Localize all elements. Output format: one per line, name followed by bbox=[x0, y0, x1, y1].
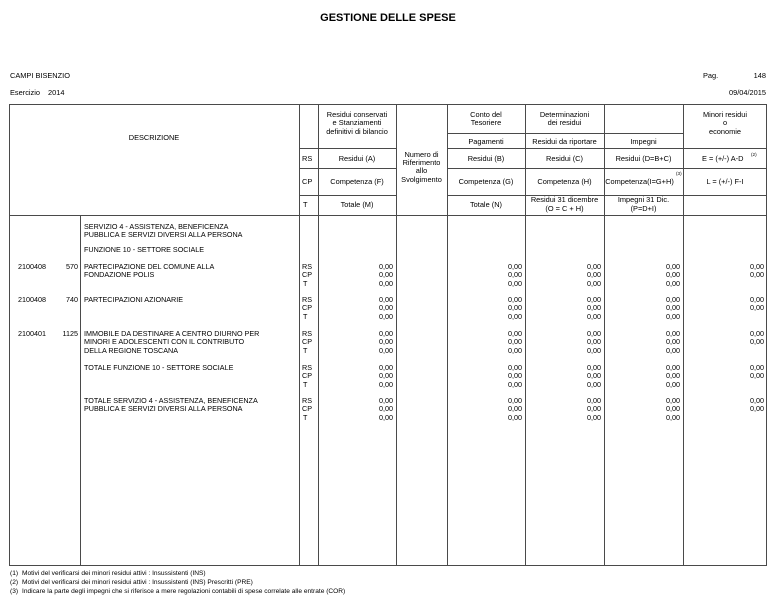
total-label: TOTALE SERVIZIO 4 - ASSISTENZA, BENEFICENZA bbox=[84, 395, 258, 405]
value-cell: 0,00 bbox=[587, 395, 601, 405]
footnote-text: Indicare la parte degli impegni che si riferisce a mere regolazioni contabili di spese correlate alle entrate (COR) bbox=[22, 587, 346, 595]
value-cell: 0,00 bbox=[508, 371, 522, 381]
value-cell: 0,00 bbox=[508, 379, 522, 389]
esercizio-year: 2014 bbox=[48, 87, 65, 97]
line-item-number: 1125 bbox=[62, 328, 78, 338]
column-header-numero-riferimento: Riferimento bbox=[402, 157, 441, 167]
value-cell: 0,00 bbox=[379, 412, 393, 422]
row-type-label: RS bbox=[302, 294, 312, 304]
value-cell: 0,00 bbox=[379, 337, 393, 347]
column-header-residui-31-dicembre: (O = C + H) bbox=[545, 203, 584, 213]
value-cell: 0,00 bbox=[508, 311, 522, 321]
value-cell: 0,00 bbox=[587, 311, 601, 321]
column-header-determinazioni: dei residui bbox=[547, 117, 582, 127]
row-type-label: RS bbox=[302, 395, 312, 405]
line-item-description: PARTECIPAZIONI AZIONARIE bbox=[84, 294, 184, 304]
footnote-text: Motivi del verificarsi dei minori residui attivi : Insussistenti (INS) Prescritti (PRE) bbox=[22, 578, 253, 586]
value-cell: 0,00 bbox=[508, 294, 522, 304]
value-cell: 0,00 bbox=[379, 328, 393, 338]
section-heading: FUNZIONE 10 - SETTORE SOCIALE bbox=[84, 244, 205, 254]
esercizio-label: Esercizio bbox=[10, 87, 40, 97]
line-item-description: IMMOBILE DA DESTINARE A CENTRO DIURNO PER bbox=[84, 328, 260, 338]
column-header-residui-conservati: e Stanziamenti bbox=[332, 117, 382, 127]
value-cell: 0,00 bbox=[508, 404, 522, 414]
value-cell: 0,00 bbox=[508, 412, 522, 422]
value-cell: 0,00 bbox=[379, 345, 393, 355]
row-type-label: T bbox=[303, 345, 308, 355]
value-cell: 0,00 bbox=[666, 278, 680, 288]
column-header-residui-31-dicembre: Residui 31 dicembre bbox=[530, 194, 599, 204]
value-cell: 0,00 bbox=[666, 337, 680, 347]
column-header-competenza-i: Competenza(I=G+H) bbox=[605, 176, 674, 186]
value-cell: 0,00 bbox=[587, 379, 601, 389]
column-header-competenza-h: Competenza (H) bbox=[537, 176, 592, 186]
row-type-label: CP bbox=[302, 303, 312, 313]
value-cell: 0,00 bbox=[379, 303, 393, 313]
section-heading: PUBBLICA E SERVIZI DIVERSI ALLA PERSONA bbox=[84, 230, 243, 240]
value-cell: 0,00 bbox=[750, 337, 764, 347]
value-cell: 0,00 bbox=[750, 303, 764, 313]
column-header-competenza-g: Competenza (G) bbox=[458, 176, 514, 186]
column-header-totale-n: Totale (N) bbox=[469, 199, 503, 209]
line-item-description: DELLA REGIONE TOSCANA bbox=[84, 345, 179, 355]
value-cell: 0,00 bbox=[508, 303, 522, 313]
column-header-pagamenti: Pagamenti bbox=[468, 136, 504, 146]
footnote-ref-2: (2) bbox=[751, 152, 757, 157]
value-cell: 0,00 bbox=[666, 303, 680, 313]
line-item-number: 740 bbox=[66, 294, 78, 304]
line-item-description: PARTECIPAZIONE DEL COMUNE ALLA bbox=[84, 261, 215, 271]
value-cell: 0,00 bbox=[666, 404, 680, 414]
column-header-numero-riferimento: Numero di bbox=[404, 149, 439, 159]
line-item-number: 570 bbox=[66, 261, 78, 271]
value-cell: 0,00 bbox=[666, 345, 680, 355]
value-cell: 0,00 bbox=[508, 261, 522, 271]
row-type-label: RS bbox=[302, 153, 313, 163]
value-cell: 0,00 bbox=[666, 362, 680, 372]
row-type-label: CP bbox=[302, 176, 313, 186]
row-type-label: T bbox=[303, 278, 308, 288]
value-cell: 0,00 bbox=[666, 261, 680, 271]
value-cell: 0,00 bbox=[666, 395, 680, 405]
column-header-residui-conservati: definitivi di bilancio bbox=[326, 126, 388, 136]
value-cell: 0,00 bbox=[587, 337, 601, 347]
row-type-label: RS bbox=[302, 328, 312, 338]
footnote-mark: (3) bbox=[10, 587, 19, 595]
value-cell: 0,00 bbox=[666, 311, 680, 321]
value-cell: 0,00 bbox=[750, 371, 764, 381]
column-header-competenza-f: Competenza (F) bbox=[330, 176, 384, 186]
value-cell: 0,00 bbox=[379, 362, 393, 372]
footnote-mark: (2) bbox=[10, 578, 19, 586]
value-cell: 0,00 bbox=[587, 328, 601, 338]
value-cell: 0,00 bbox=[508, 362, 522, 372]
row-type-label: RS bbox=[302, 261, 312, 271]
column-header-residui-d: Residui (D=B+C) bbox=[615, 153, 672, 163]
value-cell: 0,00 bbox=[508, 345, 522, 355]
row-type-label: T bbox=[303, 412, 308, 422]
column-header-conto-tesoriere: Conto del bbox=[470, 109, 502, 119]
value-cell: 0,00 bbox=[750, 294, 764, 304]
page-label: Pag. bbox=[703, 70, 719, 80]
value-cell: 0,00 bbox=[508, 328, 522, 338]
value-cell: 0,00 bbox=[379, 270, 393, 280]
value-cell: 0,00 bbox=[666, 371, 680, 381]
value-cell: 0,00 bbox=[508, 337, 522, 347]
row-type-label: CP bbox=[302, 404, 312, 414]
value-cell: 0,00 bbox=[750, 270, 764, 280]
page-number: 148 bbox=[753, 70, 766, 80]
value-cell: 0,00 bbox=[379, 311, 393, 321]
value-cell: 0,00 bbox=[587, 278, 601, 288]
value-cell: 0,00 bbox=[587, 371, 601, 381]
value-cell: 0,00 bbox=[379, 261, 393, 271]
row-type-label: CP bbox=[302, 371, 312, 381]
line-item-code: 2100408 bbox=[18, 294, 46, 304]
value-cell: 0,00 bbox=[508, 270, 522, 280]
row-type-label: RS bbox=[302, 362, 312, 372]
column-header-numero-riferimento: allo bbox=[415, 166, 428, 175]
column-header-minori-residui: o bbox=[722, 117, 728, 127]
value-cell: 0,00 bbox=[750, 362, 764, 372]
line-item-description: MINORI E ADOLESCENTI CON IL CONTRIBUTO bbox=[84, 337, 245, 347]
column-header-impegni-31-dic: Impegni 31 Dic. bbox=[617, 194, 670, 204]
row-type-label: CP bbox=[302, 270, 312, 280]
value-cell: 0,00 bbox=[379, 294, 393, 304]
row-type-label: T bbox=[303, 199, 308, 209]
value-cell: 0,00 bbox=[379, 371, 393, 381]
value-cell: 0,00 bbox=[750, 404, 764, 414]
line-item-code: 2100401 bbox=[18, 328, 46, 338]
column-header-numero-riferimento: Svolgimento bbox=[401, 174, 442, 184]
column-header-residui-conservati: Residui conservati bbox=[326, 109, 388, 119]
column-header-conto-tesoriere: Tesoriere bbox=[470, 117, 502, 127]
value-cell: 0,00 bbox=[666, 328, 680, 338]
value-cell: 0,00 bbox=[379, 278, 393, 288]
column-header-impegni: Impegni bbox=[630, 136, 657, 146]
value-cell: 0,00 bbox=[379, 395, 393, 405]
value-cell: 0,00 bbox=[587, 362, 601, 372]
value-cell: 0,00 bbox=[587, 294, 601, 304]
value-cell: 0,00 bbox=[379, 404, 393, 414]
value-cell: 0,00 bbox=[666, 379, 680, 389]
value-cell: 0,00 bbox=[666, 412, 680, 422]
line-item-code: 2100408 bbox=[18, 261, 46, 271]
report-date: 09/04/2015 bbox=[729, 87, 766, 97]
value-cell: 0,00 bbox=[508, 395, 522, 405]
column-header-impegni-31-dic: (P=D+I) bbox=[630, 203, 657, 213]
footnote-text: Motivi del verificarsi dei minori residui attivi : Insussistenti (INS) bbox=[22, 569, 206, 577]
row-type-label: T bbox=[303, 311, 308, 321]
value-cell: 0,00 bbox=[587, 412, 601, 422]
column-header-totale-m: Totale (M) bbox=[340, 199, 374, 209]
line-item-description: FONDAZIONE POLIS bbox=[84, 270, 155, 280]
value-cell: 0,00 bbox=[587, 270, 601, 280]
column-header-e-formula: E = (+/-) A-D bbox=[702, 153, 744, 163]
ente-name: CAMPI BISENZIO bbox=[10, 70, 70, 80]
value-cell: 0,00 bbox=[508, 278, 522, 288]
column-header-determinazioni: Determinazioni bbox=[539, 109, 590, 119]
value-cell: 0,00 bbox=[750, 395, 764, 405]
column-header-minori-residui: economie bbox=[708, 126, 742, 136]
value-cell: 0,00 bbox=[750, 261, 764, 271]
report-title: GESTIONE DELLE SPESE bbox=[320, 12, 456, 24]
column-header-l-formula: L = (+/-) F-I bbox=[706, 176, 744, 186]
value-cell: 0,00 bbox=[587, 261, 601, 271]
column-header-minori-residui: Minori residui bbox=[703, 109, 747, 119]
total-label: TOTALE FUNZIONE 10 - SETTORE SOCIALE bbox=[84, 362, 234, 372]
value-cell: 0,00 bbox=[587, 404, 601, 414]
column-header-residui-b: Residui (B) bbox=[467, 153, 505, 163]
value-cell: 0,00 bbox=[587, 345, 601, 355]
value-cell: 0,00 bbox=[750, 328, 764, 338]
value-cell: 0,00 bbox=[666, 270, 680, 280]
section-heading: SERVIZIO 4 - ASSISTENZA, BENEFICENZA bbox=[84, 221, 229, 231]
total-label: PUBBLICA E SERVIZI DIVERSI ALLA PERSONA bbox=[84, 404, 243, 414]
footnote-mark: (1) bbox=[10, 569, 19, 577]
value-cell: 0,00 bbox=[666, 294, 680, 304]
row-type-label: CP bbox=[302, 337, 312, 347]
column-header-descrizione: DESCRIZIONE bbox=[128, 132, 180, 142]
column-header-residui-c: Residui (C) bbox=[546, 153, 583, 163]
column-header-residui-da-riportare: Residui da riportare bbox=[532, 136, 597, 146]
footnote-ref-3: (3) bbox=[676, 171, 682, 176]
row-type-label: T bbox=[303, 379, 308, 389]
column-header-residui-a: Residui (A) bbox=[338, 153, 376, 163]
value-cell: 0,00 bbox=[587, 303, 601, 313]
value-cell: 0,00 bbox=[379, 379, 393, 389]
